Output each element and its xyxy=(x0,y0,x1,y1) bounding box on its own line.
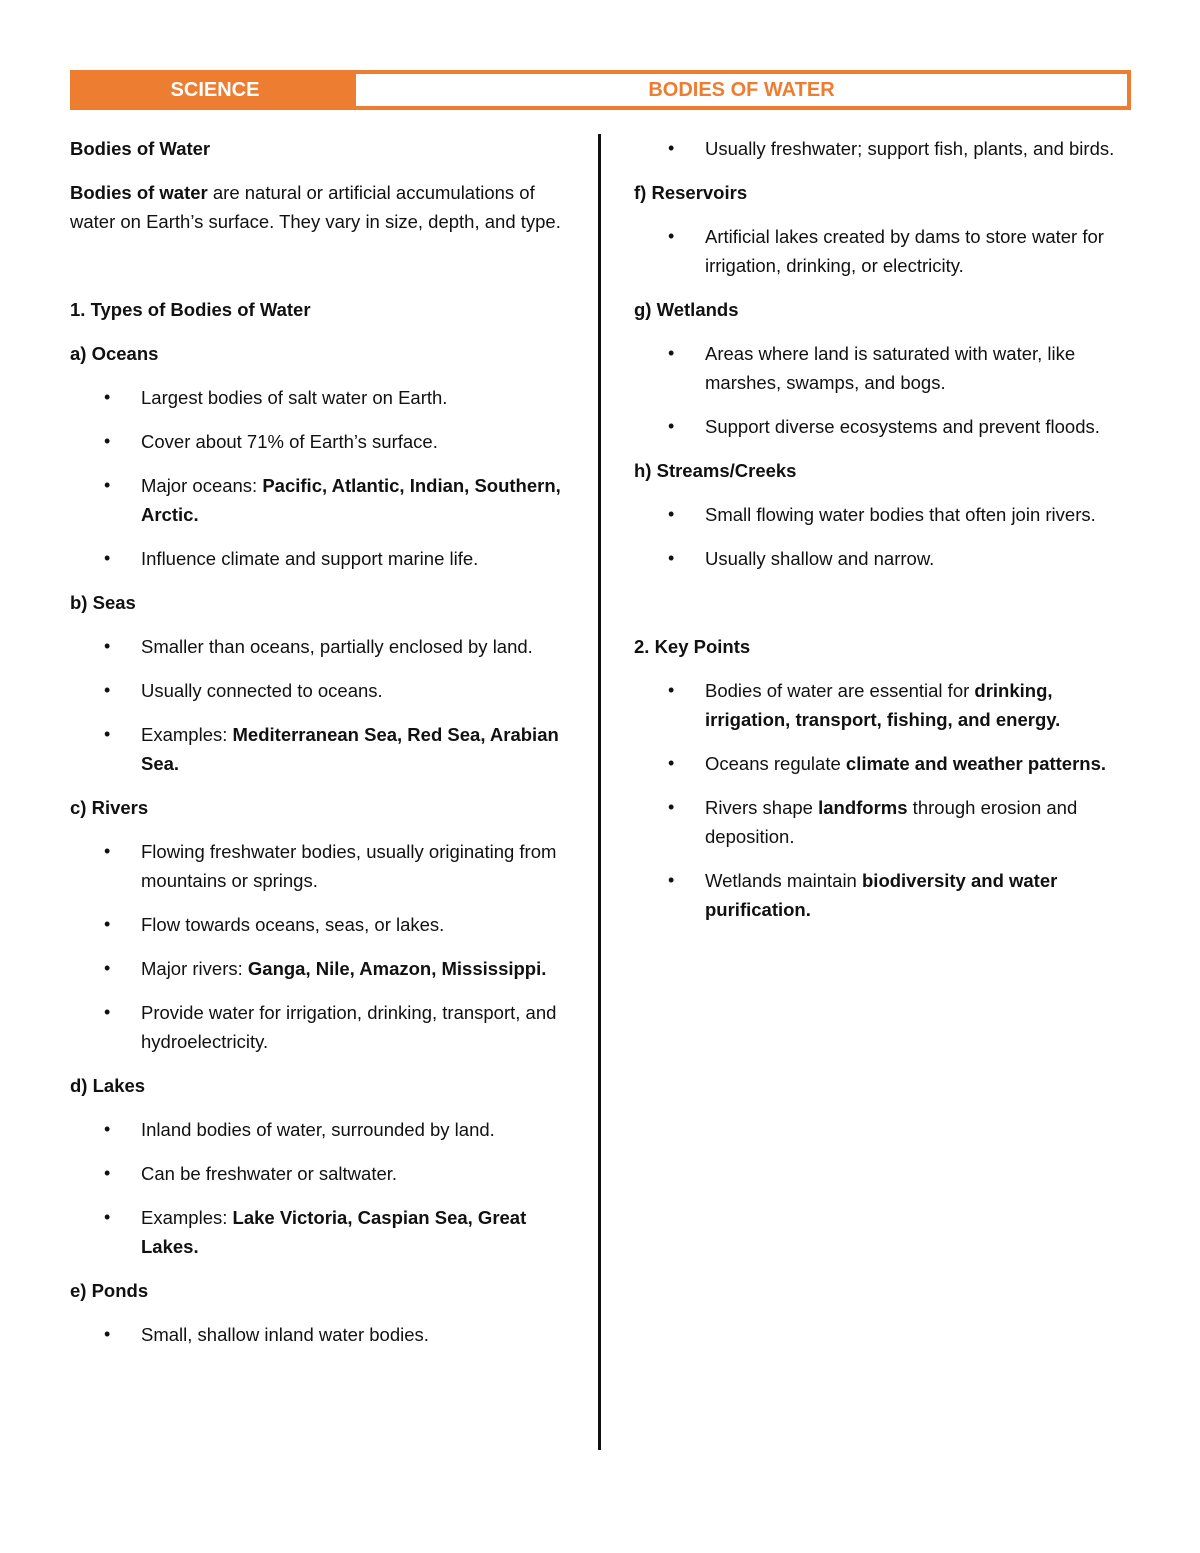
streams-heading: h) Streams/Creeks xyxy=(634,460,797,481)
item-text: through erosion and deposition. xyxy=(705,797,1078,847)
topic-label: BODIES OF WATER xyxy=(648,78,835,101)
column-divider xyxy=(598,134,601,1450)
item-text: Oceans regulate xyxy=(705,753,846,774)
list-item xyxy=(634,749,1134,778)
item-bold: Ganga, Nile, Amazon, Mississippi. xyxy=(247,958,547,979)
list-item: • Artificial lakes created by dams to store water for irrigation, drinking, or electricity. xyxy=(634,222,1134,280)
section2-heading: 2. Key Points xyxy=(634,636,751,657)
list-item: • Small, shallow inland water bodies. xyxy=(70,1320,570,1349)
item-text: Rivers shape xyxy=(705,797,819,818)
list-item: • Usually shallow and narrow. xyxy=(634,544,1134,573)
list-item: • Small flowing water bodies that often join rivers. xyxy=(634,500,1134,529)
list-item xyxy=(70,720,570,778)
list-item: • Flow towards oceans, seas, or lakes. xyxy=(70,910,570,939)
wetlands-list xyxy=(634,339,1134,441)
right-column xyxy=(634,134,1134,939)
wetlands-heading: g) Wetlands xyxy=(634,299,739,320)
seas-list xyxy=(70,632,570,778)
list-item: • Usually freshwater; support fish, plants, and birds. xyxy=(634,134,1134,163)
list-item: • Inland bodies of water, surrounded by land. xyxy=(70,1115,570,1144)
item-text: Wetlands maintain xyxy=(705,870,862,891)
list-item: • Smaller than oceans, partially enclosed by land. xyxy=(70,632,570,661)
list-item xyxy=(634,676,1134,734)
subject-label: SCIENCE xyxy=(74,74,356,106)
section1-heading: 1. Types of Bodies of Water xyxy=(70,299,311,320)
list-item: • Areas where land is saturated with water, like marshes, swamps, and bogs. xyxy=(634,339,1134,397)
list-item: • Cover about 71% of Earth’s surface. xyxy=(70,427,570,456)
oceans-heading: a) Oceans xyxy=(70,343,159,364)
ponds-list-continued xyxy=(634,134,1134,163)
seas-heading: b) Seas xyxy=(70,592,136,613)
lakes-list xyxy=(70,1115,570,1261)
lakes-heading: d) Lakes xyxy=(70,1075,146,1096)
item-text: Bodies of water are essential for xyxy=(705,680,975,701)
item-text: Major oceans: xyxy=(141,475,263,496)
list-item xyxy=(70,1203,570,1261)
ponds-heading: e) Ponds xyxy=(70,1280,149,1301)
item-bold: drinking, irrigation, transport, fishing, and energy. xyxy=(705,680,1061,730)
oceans-list xyxy=(70,383,570,573)
rivers-heading: c) Rivers xyxy=(70,797,149,818)
item-bold: Lake Victoria, Caspian Sea, Great Lakes. xyxy=(141,1207,527,1257)
intro-text: are natural or artificial accumulations of water on Earth’s surface. They vary in size, depth, and type. xyxy=(70,182,561,232)
item-bold: biodiversity and water purification. xyxy=(705,870,1058,920)
key-points-list xyxy=(634,676,1134,924)
item-bold: landforms xyxy=(818,797,908,818)
item-text: Major rivers: xyxy=(141,958,248,979)
list-item xyxy=(634,793,1134,851)
list-item: • Usually connected to oceans. xyxy=(70,676,570,705)
list-item xyxy=(70,471,570,529)
list-item: • Support diverse ecosystems and prevent floods. xyxy=(634,412,1134,441)
item-text: Examples: xyxy=(141,1207,233,1228)
list-item: • Flowing freshwater bodies, usually originating from mountains or springs. xyxy=(70,837,570,895)
ponds-list xyxy=(70,1320,570,1349)
document-title: Bodies of Water xyxy=(70,138,211,159)
list-item xyxy=(70,954,570,983)
intro-paragraph xyxy=(70,178,570,236)
list-item: • Largest bodies of salt water on Earth. xyxy=(70,383,570,412)
intro-bold: Bodies of water xyxy=(70,182,208,203)
reservoirs-heading: f) Reservoirs xyxy=(634,182,748,203)
page-header xyxy=(70,70,1131,110)
list-item: • Influence climate and support marine life. xyxy=(70,544,570,573)
list-item xyxy=(634,866,1134,924)
list-item: • Provide water for irrigation, drinking, transport, and hydroelectricity. xyxy=(70,998,570,1056)
streams-list xyxy=(634,500,1134,573)
rivers-list xyxy=(70,837,570,1056)
item-bold: climate and weather patterns. xyxy=(845,753,1107,774)
left-column xyxy=(70,134,570,1364)
reservoirs-list xyxy=(634,222,1134,280)
item-bold: Pacific, Atlantic, Indian, Southern, Arctic. xyxy=(141,475,561,525)
list-item: • Can be freshwater or saltwater. xyxy=(70,1159,570,1188)
item-bold: Mediterranean Sea, Red Sea, Arabian Sea. xyxy=(141,724,559,774)
item-text: Examples: xyxy=(141,724,233,745)
